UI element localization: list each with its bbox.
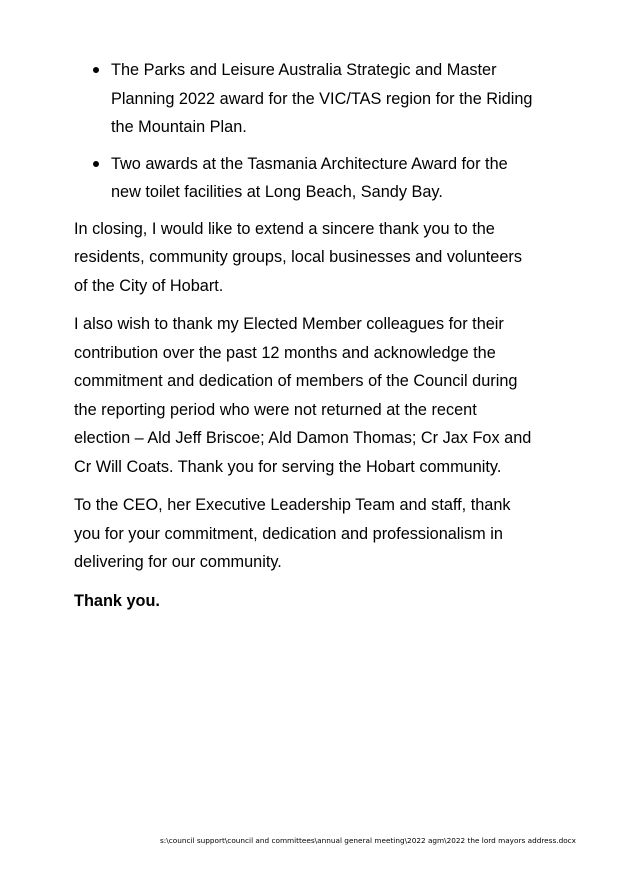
staff-thanks-paragraph xyxy=(74,491,574,577)
text-line: Planning 2022 award for the VIC/TAS region for the Riding xyxy=(111,89,533,108)
text-line: contribution over the past 12 months and acknowledge the xyxy=(74,343,496,362)
text-line: of the City of Hobart. xyxy=(74,276,224,295)
closing-paragraph xyxy=(74,215,574,301)
closing-thank-you: Thank you. xyxy=(74,591,160,610)
bullet-icon xyxy=(93,161,99,167)
text-line: To the CEO, her Executive Leadership Team and staff, thank xyxy=(74,496,511,514)
bullet-icon xyxy=(93,67,99,73)
text-line: In closing, I would like to extend a sincere thank you to the xyxy=(74,219,495,238)
text-line: Two awards at the Tasmania Architecture Award for the xyxy=(111,154,508,173)
text-line: The Parks and Leisure Australia Strategic and Master xyxy=(111,61,497,79)
text-line: the reporting period who were not returned at the recent xyxy=(74,400,477,419)
awards-bullet-list xyxy=(74,56,574,207)
text-line: commitment and dedication of members of the Council during xyxy=(74,372,518,390)
text-line: the Mountain Plan. xyxy=(111,118,247,136)
text-line: I also wish to thank my Elected Member colleagues for their xyxy=(74,315,504,333)
text-line: residents, community groups, local businesses and volunteers xyxy=(74,248,522,266)
bullet-item xyxy=(74,56,574,142)
text-line: Cr Will Coats. Thank you for serving the Hobart community. xyxy=(74,457,502,476)
file-path-footer: s:\council support\council and committees\annual general meeting\2022 agm\2022 the lord mayors address.docx xyxy=(160,836,577,845)
text-line: election – Ald Jeff Briscoe; Ald Damon Thomas; Cr Jax Fox and xyxy=(74,429,532,447)
text-line: new toilet facilities at Long Beach, Sandy Bay. xyxy=(111,183,443,201)
colleagues-thanks-paragraph xyxy=(74,310,574,481)
document-body xyxy=(74,56,574,615)
text-line: delivering for our community. xyxy=(74,553,282,571)
bullet-item xyxy=(74,150,574,207)
text-line: you for your commitment, dedication and professionalism in xyxy=(74,524,503,543)
